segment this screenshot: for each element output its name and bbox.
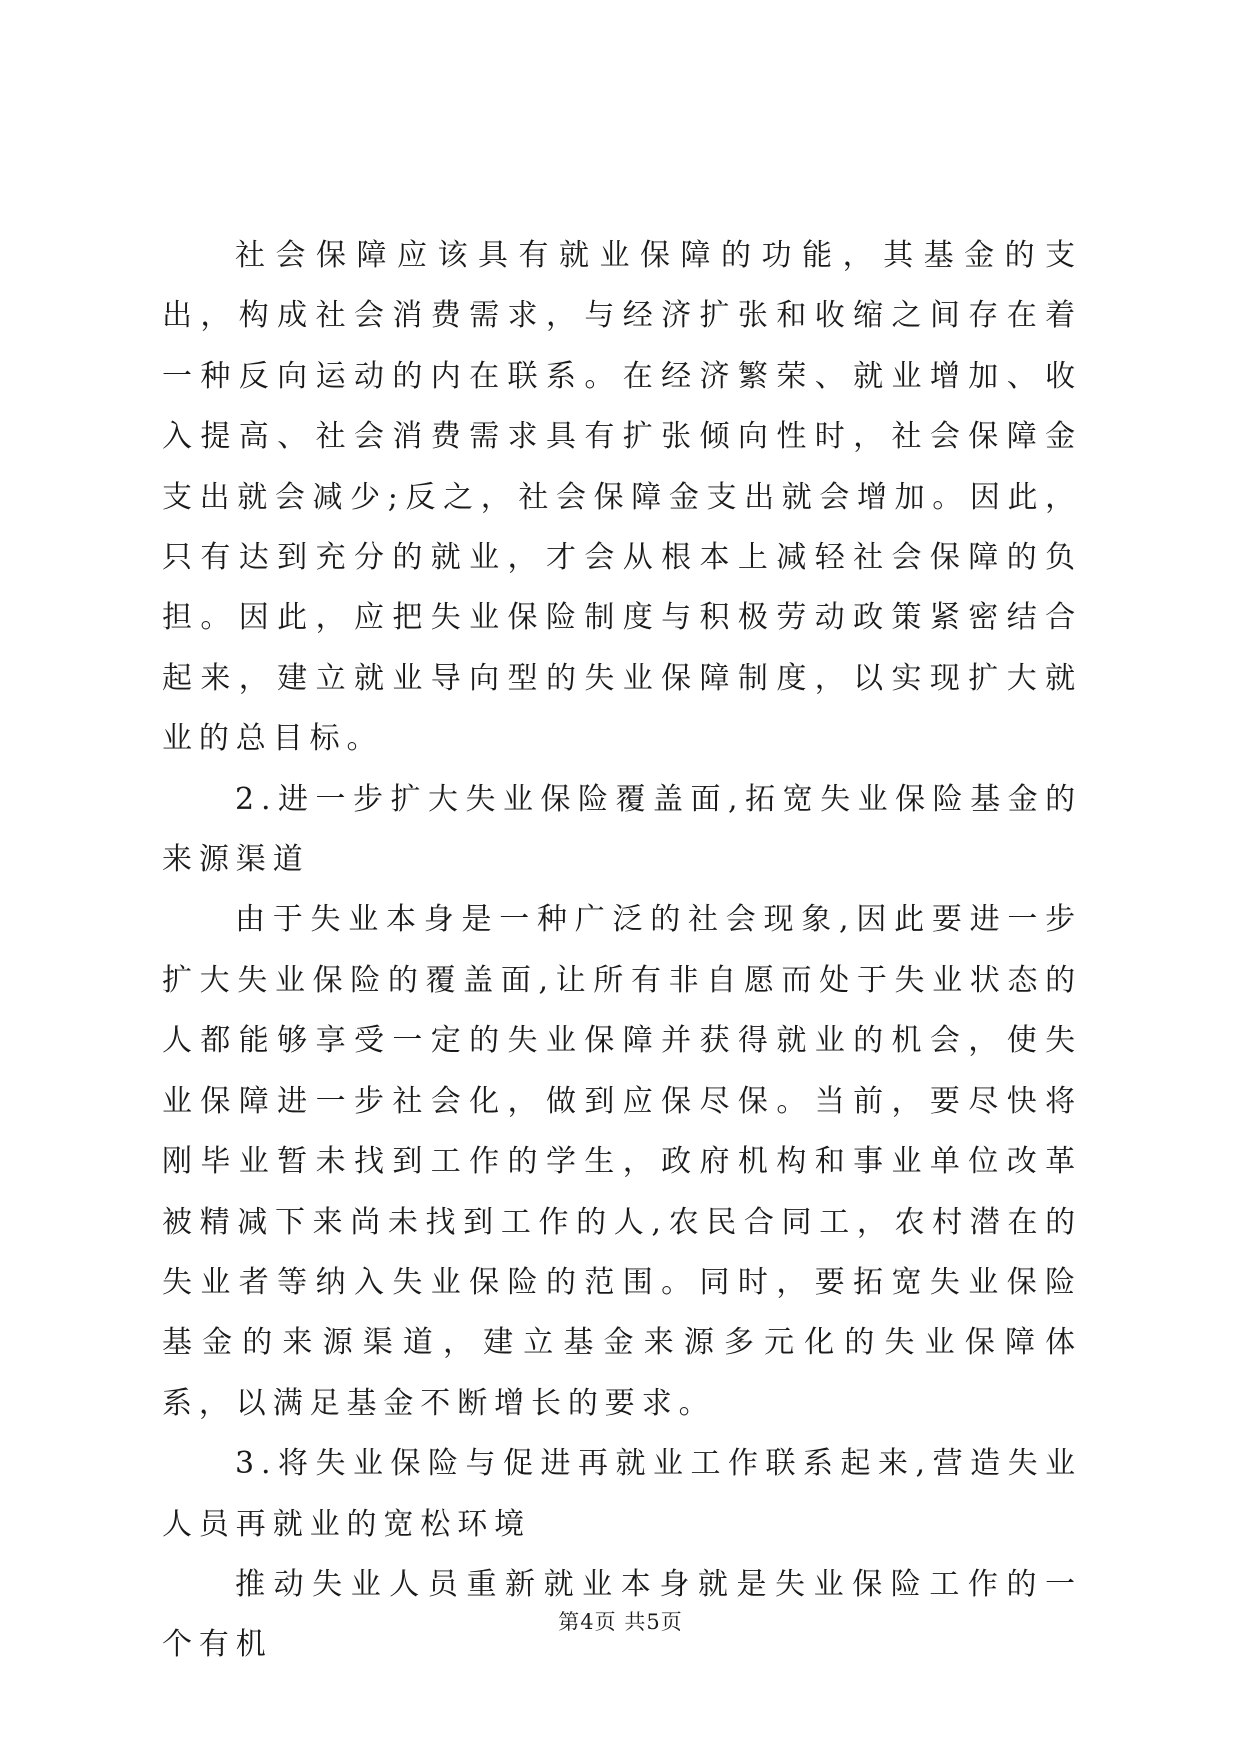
heading-expand-coverage: 2.进一步扩大失业保险覆盖面,拓宽失业保险基金的来源渠道 [162,781,1082,878]
document-body [162,226,1082,1676]
paragraph-expand-coverage: 由于失业本身是一种广泛的社会现象,因此要进一步扩大失业保险的覆盖面,让所有非自愿而处于失业状态的人都能够享受一定的失业保障并获得就业的机会，使失业保障进一步社会化，做到应保尽保。当前，要尽快将刚毕业暂未找到工作的学生，政府机构和事业单位改革被精减下来尚未找到工作的人,农民合同工，农村潜在的失业者等纳入失业保险的范围。同时，要拓宽失业保险基金的来源渠道，建立基金来源多元化的失业保障体系，以满足基金不断增长的要求。 [162,902,1082,1421]
page-number-footer: 第4页 共5页 [558,1610,683,1634]
heading-reemployment: 3.将失业保险与促进再就业工作联系起来,营造失业人员再就业的宽松环境 [162,1446,1082,1542]
paragraph-employment-security: 社会保障应该具有就业保障的功能，其基金的支出，构成社会消费需求，与经济扩张和收缩之间存在着一种反向运动的内在联系。在经济繁荣、就业增加、收入提高、社会消费需求具有扩张倾向性时，社会保障金支出就会减少;反之，社会保障金支出就会增加。因此，只有达到充分的就业，才会从根本上减轻社会保障的负担。因此，应把失业保险制度与积极劳动政策紧密结合起来，建立就业导向型的失业保障制度，以实现扩大就业的总目标。 [162,238,1082,757]
paragraph-reemployment: 推动失业人员重新就业本身就是失业保险工作的一个有机 [162,1566,1082,1663]
